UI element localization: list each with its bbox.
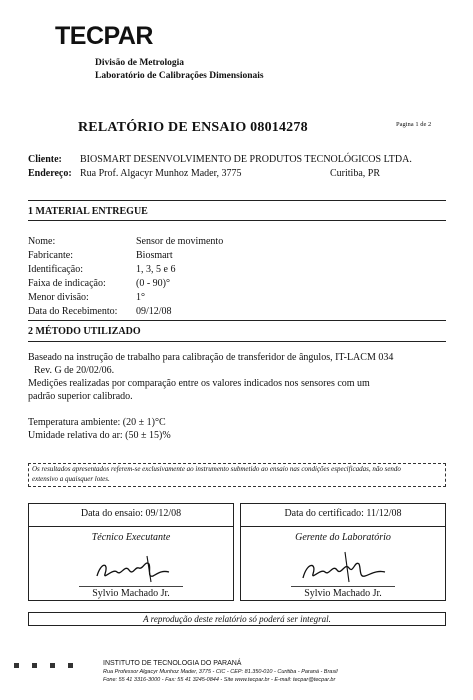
division-name: Divisão de Metrologia: [95, 58, 185, 68]
technician-name: Sylvio Machado Jr.: [92, 588, 170, 599]
disclaimer-line: extensivo a quaisquer lotes.: [32, 474, 110, 483]
manager-signature: [299, 548, 391, 586]
field-label: Nome:: [28, 236, 56, 247]
city-value: Curitiba, PR: [330, 168, 381, 179]
field-label: Fabricante:: [28, 250, 73, 261]
signature-line: [291, 586, 395, 587]
section-divider: [28, 320, 446, 321]
field-value: 09/12/08: [136, 306, 172, 317]
manager-name: Sylvio Machado Jr.: [304, 588, 382, 599]
field-value: Biosmart: [136, 250, 173, 261]
divider-line: [29, 526, 233, 527]
reproduction-note: A reprodução deste relatório só poderá ser integral.: [28, 612, 446, 626]
technician-signature: [91, 550, 181, 586]
manager-role: Gerente do Laboratório: [295, 532, 391, 543]
address-label: Endereço:: [28, 168, 72, 179]
field-label: Data do Recebimento:: [28, 306, 118, 317]
signature-line: [79, 586, 183, 587]
client-label: Cliente:: [28, 154, 62, 165]
field-label: Faixa de indicação:: [28, 278, 106, 289]
method-text-line: Baseado na instrução de trabalho para calibração de transferidor de ângulos, IT-LACM 034: [28, 352, 394, 363]
address-value: Rua Prof. Algacyr Munhoz Mader, 3775: [80, 168, 242, 179]
logo-text: TECPAR: [55, 22, 153, 50]
footer-bullet: [14, 663, 19, 668]
technician-block: [28, 503, 234, 601]
divider-line: [241, 526, 445, 527]
lab-name: Laboratório de Calibrações Dimensionais: [95, 71, 264, 81]
footer-bullet: [68, 663, 73, 668]
field-value: 1, 3, 5 e 6: [136, 264, 176, 275]
field-label: Menor divisão:: [28, 292, 89, 303]
disclaimer-line: Os resultados apresentados referem-se exclusivamente ao instrumento submetido ao ensaio nas condições especificadas, não sendo: [32, 465, 401, 473]
method-text-line: padrão superior calibrado.: [28, 391, 133, 402]
disclaimer-box: [28, 463, 446, 487]
technician-role: Técnico Executante: [91, 532, 171, 543]
method-text-line: Medições realizadas por comparação entre os valores indicados nos sensores com um: [28, 378, 370, 389]
field-label: Identificação:: [28, 264, 83, 275]
test-date: Data do ensaio: 09/12/08: [80, 508, 182, 519]
tecpar-logo: [55, 22, 153, 51]
footer-bullet: [50, 663, 55, 668]
footer-institute: INSTITUTO DE TECNOLOGIA DO PARANÁ: [103, 660, 242, 667]
report-title: RELATÓRIO DE ENSAIO 08014278: [78, 120, 308, 135]
material-heading: 1 MATERIAL ENTREGUE: [28, 206, 148, 217]
footer-bullet: [32, 663, 37, 668]
section-divider: [28, 220, 446, 221]
footer-address: Rua Professor Algacyr Munhoz Mader, 3775 - CIC - CEP: 81.350-010 - Curitiba - Paraná - Brasil: [103, 669, 338, 675]
temperature-text: Temperatura ambiente: (20 ± 1)°C: [28, 417, 166, 428]
field-value: 1°: [136, 292, 145, 303]
field-value: (0 - 90)°: [136, 278, 170, 289]
section-divider: [28, 200, 446, 201]
manager-block: [240, 503, 446, 601]
client-value: BIOSMART DESENVOLVIMENTO DE PRODUTOS TECNOLÓGICOS LTDA.: [80, 154, 412, 165]
section-divider: [28, 341, 446, 342]
humidity-text: Umidade relativa do ar: (50 ± 15)%: [28, 430, 171, 441]
field-value: Sensor de movimento: [136, 236, 224, 247]
certificate-date: Data do certificado: 11/12/08: [284, 508, 402, 519]
footer-contact: Fone: 55 41 3316-3000 - Fax: 55 41 3245-0844 - Site www.tecpar.br - E-mail: tecpar@tecpar.br: [103, 677, 336, 683]
page-number: Pagina 1 de 2: [396, 121, 432, 128]
method-text-line: Rev. G de 20/02/06.: [34, 365, 115, 376]
method-heading: 2 MÉTODO UTILIZADO: [28, 326, 141, 337]
